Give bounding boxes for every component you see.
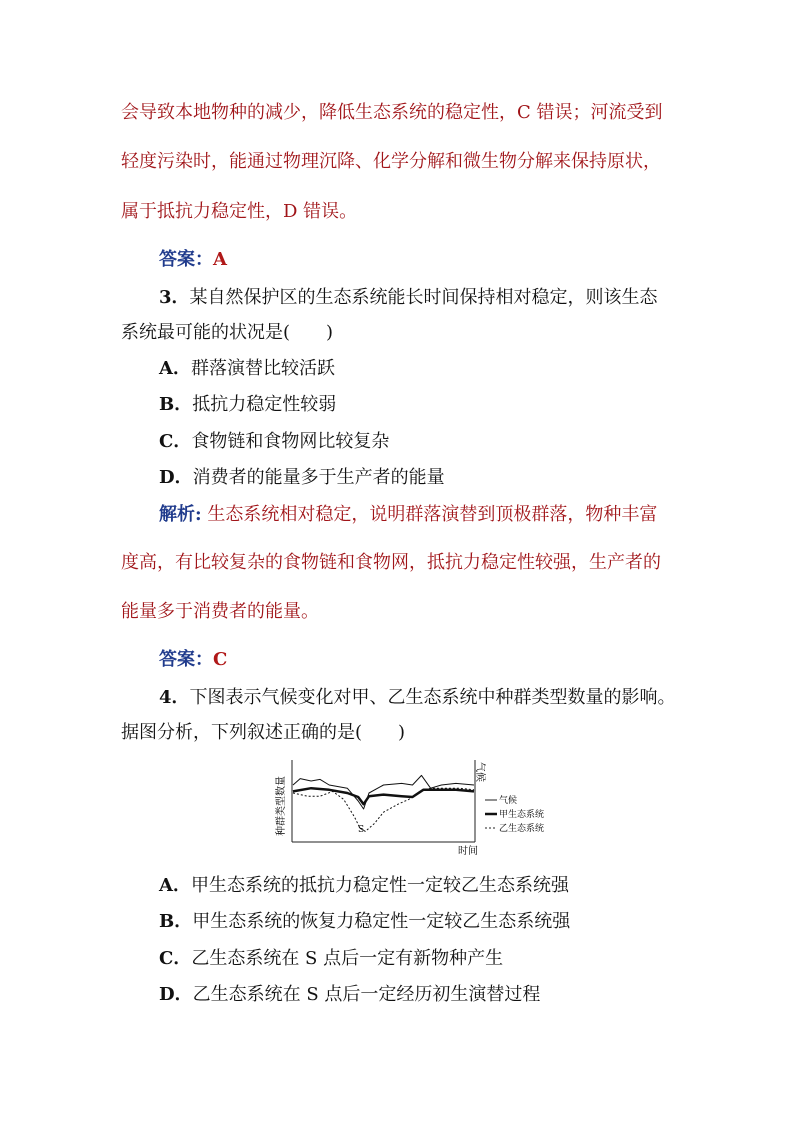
question-4-stem-cont: 据图分析，下列叙述正确的是( ): [121, 722, 406, 743]
q4-option-c: [159, 944, 503, 970]
explanation-line: 能量多于消费者的能量。: [121, 601, 319, 622]
option-d: [159, 463, 445, 489]
climate-population-chart: [270, 758, 570, 858]
option-text: 消费者的能量多于生产者的能量: [192, 467, 445, 488]
x-axis-label: 时间: [458, 846, 478, 857]
legend-yi-label: 乙生态系统: [499, 824, 545, 834]
answer-value: A: [213, 249, 227, 270]
climate-line: [293, 775, 474, 809]
option-text: 乙生态系统在 S 点后一定有新物种产生: [191, 948, 504, 969]
option-letter: C．: [159, 431, 192, 452]
q4-option-a: [159, 871, 569, 897]
option-text: 甲生态系统的抵抗力稳定性一定较乙生态系统强: [190, 875, 569, 896]
legend-climate-label: 气候: [499, 796, 518, 806]
y2-axis-label: 气候: [474, 762, 485, 782]
legend-jia-label: 甲生态系统: [499, 810, 545, 820]
explanation-line: 轻度污染时，能通过物理沉降、化学分解和微生物分解来保持原状，: [121, 151, 661, 172]
question-3-stem-cont: 系统最可能的状况是( ): [121, 322, 334, 343]
option-text: 食物链和食物网比较复杂: [191, 431, 390, 452]
q4-option-b: [159, 907, 570, 933]
question-4-stem: [159, 683, 676, 709]
s-point-label: S: [358, 825, 365, 835]
option-letter: B．: [159, 394, 193, 415]
option-text: 群落演替比较活跃: [190, 358, 335, 379]
option-a: [159, 354, 335, 380]
q4-option-d: [159, 980, 540, 1006]
question-text: 某自然保护区的生态系统能长时间保持相对稳定，则该生态: [189, 287, 658, 308]
option-b: [159, 390, 336, 416]
explanation-label: 解析:: [159, 504, 202, 525]
answer-q3: [159, 645, 227, 671]
explanation-line: 会导致本地物种的减少，降低生态系统的稳定性，C 错误；河流受到: [121, 102, 663, 123]
answer-label: 答案：: [159, 649, 213, 670]
option-letter: A．: [159, 358, 191, 379]
question-text: 下图表示气候变化对甲、乙生态系统中种群类型数量的影响。: [189, 687, 676, 708]
option-c: [159, 427, 389, 453]
option-letter: A．: [159, 875, 191, 896]
option-letter: C．: [159, 948, 192, 969]
answer-label: 答案：: [159, 249, 213, 270]
jia-ecosystem-line: [293, 788, 474, 804]
option-text: 乙生态系统在 S 点后一定经历初生演替过程: [192, 984, 541, 1005]
answer-value: C: [213, 649, 228, 670]
option-text: 抵抗力稳定性较弱: [192, 394, 337, 415]
explanation-text: 生态系统相对稳定，说明群落演替到顶极群落，物种丰富: [207, 504, 658, 525]
option-letter: D．: [159, 984, 193, 1005]
question-number: 4．: [159, 687, 190, 708]
question-number: 3．: [159, 287, 190, 308]
answer-q2: [159, 245, 227, 271]
option-letter: B．: [159, 911, 193, 932]
option-letter: D．: [159, 467, 193, 488]
explanation-line: 度高，有比较复杂的食物链和食物网，抵抗力稳定性较强，生产者的: [121, 552, 661, 573]
option-text: 甲生态系统的恢复力稳定性一定较乙生态系统强: [192, 911, 571, 932]
explanation-line: [159, 500, 657, 526]
y-axis-label: 种群类型数量: [276, 776, 287, 836]
explanation-line: 属于抵抗力稳定性，D 错误。: [121, 201, 358, 222]
question-3-stem: [159, 283, 658, 309]
